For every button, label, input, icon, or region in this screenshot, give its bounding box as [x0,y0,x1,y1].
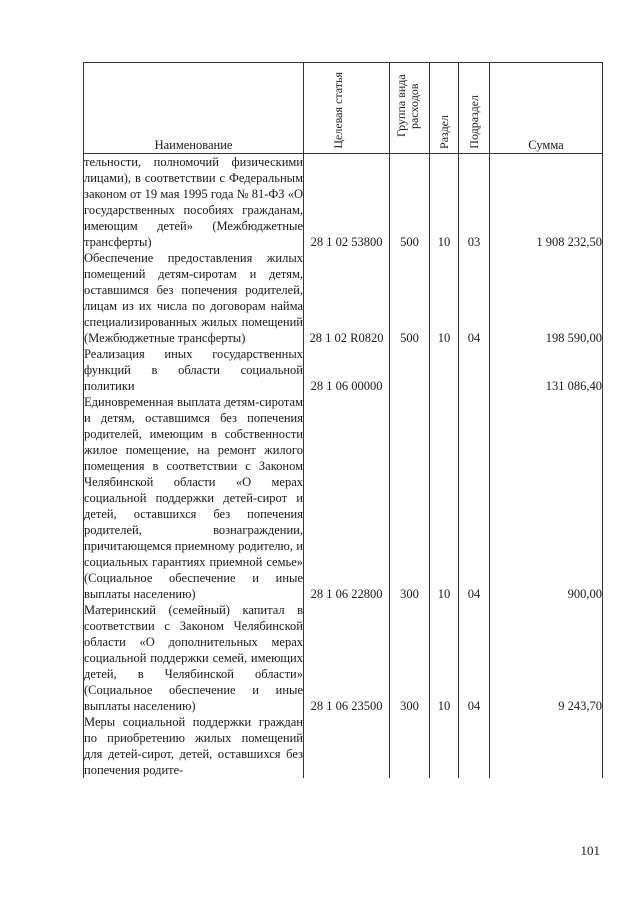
table-row [84,714,603,778]
row-subsection: 04 [459,250,490,346]
table-row [84,602,603,714]
row-code: 28 1 02 R0820 [304,250,390,346]
header-subsection: Подраздел [459,63,490,154]
header-section: Раздел [430,63,459,154]
row-name: Обеспечение предоставления жилых помещений детям-сиротам и детям, оставшимся без попечения родителей, лицам из их числа по договорам найма специализированных жилых помещений (Межбюджетные трансферты) [84,251,303,345]
row-amount: 900,00 [490,394,603,602]
table-row [84,346,603,394]
table-header-row [84,63,603,154]
row-subsection: 04 [459,394,490,602]
row-section [430,346,459,394]
table-row [84,250,603,346]
row-group: 500 [390,154,430,251]
row-section: 10 [430,394,459,602]
row-code: 28 1 06 22800 [304,394,390,602]
header-amount: Сумма [490,63,603,154]
header-name: Наименование [84,63,304,154]
row-amount: 9 243,70 [490,602,603,714]
row-name: Реализация иных государственных функций в области социальной политики [84,347,303,393]
table-row [84,394,603,602]
row-subsection [459,346,490,394]
row-name: тельности, полномочий физическими лицами), в соответствии с Федеральным законом от 19 мая 1995 года № 81-ФЗ «О государственных пособиях гражданам, имеющим детей» (Межбюджетные трансферты) [84,155,303,249]
row-amount: 198 590,00 [490,250,603,346]
row-name: Единовременная выплата детям-сиротам и детям, оставшимся без попечения родителей, имеющим в собственности жилое помещение, на ремонт жилого помещения в соответствии с Законом Челябинской области «О мерах социальной поддержки детей-сирот и детей, оставшихся без попечения родителей, вознаграждении, причитающемся приемному родителю, и социальных гарантиях приемной семье» (Социальное обеспечение и иные выплаты населению) [84,395,303,601]
row-group: 300 [390,602,430,714]
row-section: 10 [430,154,459,251]
row-group [390,714,430,778]
row-section: 10 [430,250,459,346]
row-subsection [459,714,490,778]
row-code: 28 1 06 00000 [304,346,390,394]
row-name: Меры социальной поддержки граждан по приобретению жилых помещений для детей-сирот, детей, оставшихся без попечения родите- [84,715,303,777]
row-group: 500 [390,250,430,346]
row-subsection: 03 [459,154,490,251]
page-number: 101 [580,843,600,858]
table-row [84,154,603,251]
row-amount: 1 908 232,50 [490,154,603,251]
header-target-article: Целевая статья [304,63,390,154]
row-subsection: 04 [459,602,490,714]
row-code: 28 1 06 23500 [304,602,390,714]
row-group [390,346,430,394]
row-section [430,714,459,778]
row-group: 300 [390,394,430,602]
row-name: Материнский (семейный) капитал в соответствии с Законом Челябинской области «О дополнительных мерах социальной поддержки семей, имеющих детей, в Челябинской области» (Социальное обеспечение и иные выплаты населению) [84,603,303,713]
row-code: 28 1 02 53800 [304,154,390,251]
budget-table [83,62,603,778]
row-amount: 131 086,40 [490,346,603,394]
row-section: 10 [430,602,459,714]
row-amount [490,714,603,778]
header-expense-group: Группа вида расходов [390,63,430,154]
row-code [304,714,390,778]
